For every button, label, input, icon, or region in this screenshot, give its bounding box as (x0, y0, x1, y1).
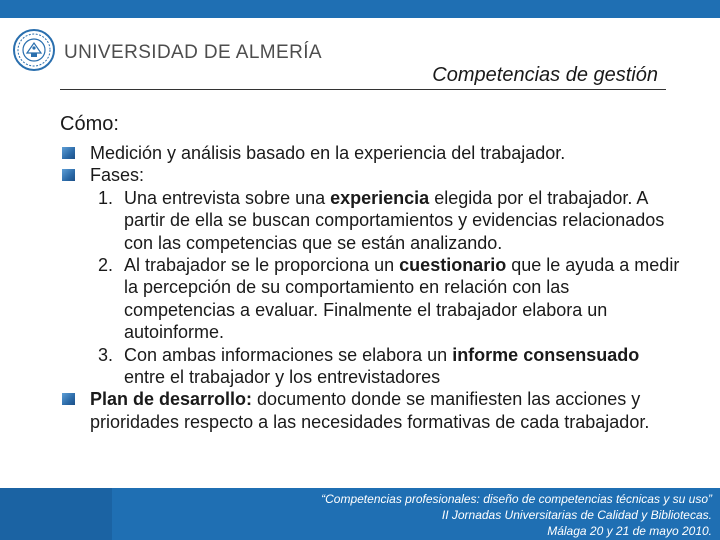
numbered-item (60, 344, 680, 389)
item-emphasis: experiencia (330, 187, 430, 208)
university-name: UNIVERSIDAD DE ALMERÍA (64, 42, 322, 63)
bullet-emphasis: Plan de desarrollo: (90, 389, 253, 410)
square-bullet-icon (62, 169, 75, 181)
square-bullet-icon (62, 393, 75, 405)
footer-accent-block (0, 488, 112, 540)
item-text: Con ambas informaciones se elabora un (124, 344, 453, 365)
slide-body (60, 112, 680, 433)
item-emphasis: cuestionario (399, 255, 507, 276)
item-number: 2. (98, 255, 114, 276)
item-text: elegida por el trabajador. A partir de ella se buscan comportamientos y evidencias relacionados con las competencias que se están analizando. (124, 187, 665, 253)
footer-line: II Jornadas Universitarias de Calidad y Bibliotecas. (441, 508, 712, 522)
bullet-item (60, 142, 680, 164)
footer-line: “Competencias profesionales: diseño de competencias técnicas y su uso” (321, 492, 712, 506)
item-text: entre el trabajador y los entrevistadores (124, 367, 441, 388)
footer-line: Málaga 20 y 21 de mayo 2010. (547, 524, 712, 538)
item-text: que le ayuda a medir la percepción de su comportamiento en relación con las competencias a evaluar. Finalmente el trabajador elabora un autoinforme. (124, 255, 680, 343)
numbered-item (60, 187, 680, 254)
bullet-text: Medición y análisis basado en la experiencia del trabajador. (90, 143, 566, 163)
item-emphasis: informe consensuado (452, 344, 640, 365)
bullet-item (60, 164, 680, 186)
slide-title: Competencias de gestión (432, 64, 658, 86)
item-number: 3. (98, 344, 114, 365)
bullet-text: Fases: (90, 165, 145, 186)
item-text: Una entrevista sobre una (124, 187, 331, 208)
footer-bar (0, 488, 720, 540)
university-logo (10, 24, 322, 76)
item-text: Al trabajador se le proporciona un (124, 255, 400, 276)
university-seal-icon (12, 28, 56, 72)
item-number: 1. (98, 187, 114, 208)
footer-citation (321, 491, 712, 539)
bullet-item (60, 388, 680, 433)
top-bar (0, 0, 720, 18)
title-divider (60, 89, 666, 90)
bullet-text: documento donde se manifiesten las acciones y prioridades respecto a las necesidades formativas de cada trabajador. (90, 389, 650, 432)
section-heading: Cómo: (60, 113, 119, 135)
numbered-item (60, 254, 680, 344)
square-bullet-icon (62, 147, 75, 159)
